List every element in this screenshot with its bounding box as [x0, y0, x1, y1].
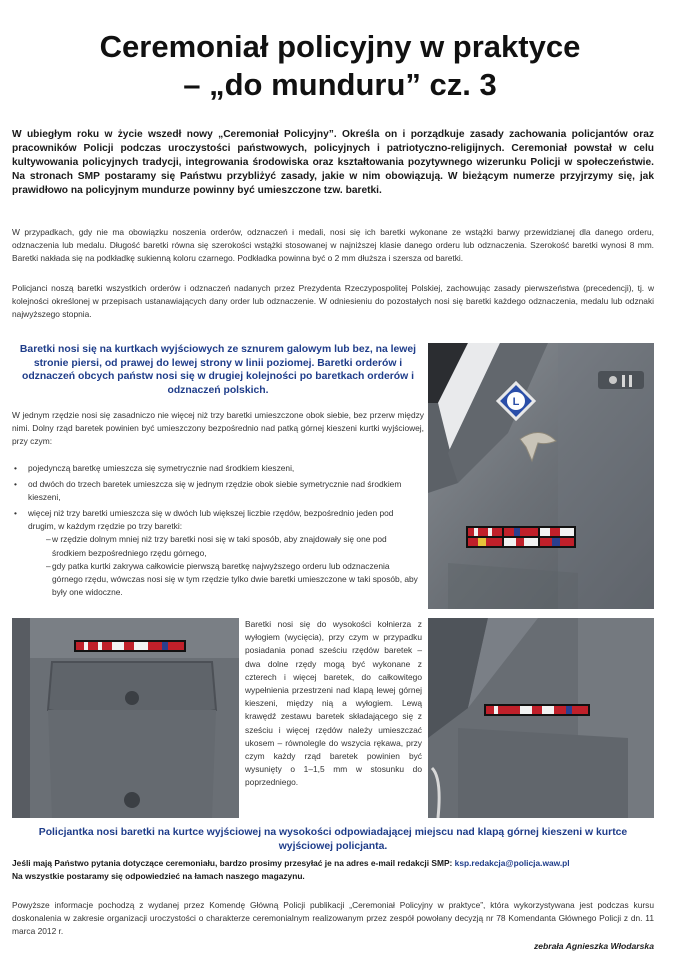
dash-icon: – — [46, 534, 51, 545]
bullet-icon: • — [14, 508, 17, 519]
lower-button-icon — [124, 792, 140, 808]
paragraph-precedence: Policjanci noszą baretki wszystkich orderów i odznaczeń nadanych przez Prezydenta Rzeczypospolitej Polskiej, zachowując zasady pierwszeństwa (precedencji), tj. w kolejności określonej w przepisach ustanawiających dany order lub odznaczenie. W odniesieniu do pozostałych nosi się baretki każdego odznaczenia, medalu lub odznaki najwyższego stopnia. — [12, 283, 654, 320]
list-item: • pojedynczą baretkę umieszcza się symetrycznie nad środkiem kieszeni, — [12, 462, 422, 475]
list-item: • od dwóch do trzech baretek umieszcza się w jednym rzędzie obok siebie symetrycznie nad środkiem kieszeni, — [14, 479, 402, 503]
bullet-icon: • — [14, 463, 17, 473]
paragraph-rows: W jednym rzędzie nosi się zasadniczo nie więcej niż trzy baretki umieszczone obok siebie, bez przerw między nimi. Dolny rząd baretek powinien być umieszczony bezpośrednio nad patką górnej kieszeni kurtki wyjściowej, przy czym: — [12, 410, 424, 447]
page-title — [0, 28, 680, 104]
photo-caption: Policjantka nosi baretki na kurtce wyjściowej na wysokości odpowiadającej miejscu nad klapą górnej kieszeni w kurtce wyjściowej policjanta. — [38, 827, 628, 852]
uniform-photo-badge — [428, 343, 654, 609]
highlight-box: Baretki nosi się na kurtkach wyjściowych ze sznurem galowym lub bez, na lewej stronie piersi, od prawej do lewej strony w linii poziomej. Baretki orderów i odznaczeń obcych państw nosi się w drugiej kolejności po baretkach orderów i odznaczeń polskich. — [19, 344, 417, 396]
bullet-icon: • — [14, 479, 17, 490]
ribbon-rows-paragraph: Baretki nosi się do wysokości kołnierza z wyłogiem (wycięcia), przy czym w przypadku posiadania ponad sześciu rzędów baretek – dwa dolne rzędy mogą być wykonane z czterech i więcej baretek, do całkowitego wypełnienia przestrzeni nad klapą lewej górnej kieszeni, między nią a wyłogiem. Lewą krawędź zestawu baretek składającego się z sześciu i więcej rzędów należy umieszczać ukosem – równolegle do wszycia rękawa, przy czym każdy rząd baretek powinien być wysunięty o 1–1,5 mm w stosunku do poprzedniego. — [245, 619, 422, 788]
list-item: • więcej niż trzy baretki umieszcza się w dwóch lub większej liczbie rzędów, bezpośrednio jeden pod drugim, w każdym rzędzie po trzy baretki: – w rzędzie dolnym mniej niż trzy baretki nosi się w taki sposób, aby znajdowały się one pod środkiem bezpośredniego rzędu górnego, – gdy patka kurtki zakrywa całkowicie pierwszą baretkę najwyższego orderu lub odznaczenia górnego rzędu, wówczas nosi się w tym rzędzie tylko dwie baretki umieszczone w taki sposób, aby były one widoczne. — [12, 507, 422, 599]
button-icon — [125, 691, 139, 705]
uniform-photo-pocket — [12, 618, 239, 818]
sub-list-item: – gdy patka kurtki zakrywa całkowicie pierwszą baretkę najwyższego orderu lub odznaczenia górnego rzędu, wówczas nosi się w tym rzędzie tylko dwie baretki umieszczone w taki sposób, aby były one widoczne. — [46, 560, 418, 597]
title-line-1: Ceremoniał policyjny w praktyce — [99, 29, 581, 64]
source-note: Powyższe informacje pochodzą z wydanej przez Komendę Główną Policji publikacji „Ceremoniał Policyjny w praktyce”, która wykorzystywana jest podczas kursu doskonalenia w zakresie organizacji uroczystości o charakterze ceremonialnym realizowanym przez zespół powołany decyzją nr 78 Komendanta Głównego Policji z dn. 11 marca 2012 r. — [12, 900, 654, 937]
sub-list — [28, 533, 422, 598]
title-line-2: – „do munduru” cz. 3 — [183, 67, 497, 102]
author-signature: zebrała Agnieszka Włodarska — [533, 941, 654, 951]
policewoman-photo — [428, 618, 654, 818]
dash-icon: – — [46, 560, 51, 571]
ribbon-row-icon — [74, 640, 186, 652]
ribbon-row-icon — [484, 704, 590, 716]
ribbon-bars-icon — [466, 526, 576, 548]
bullet-list — [12, 462, 422, 602]
shoulder-insignia-icon — [598, 371, 644, 389]
sub-list-item: – w rzędzie dolnym mniej niż trzy baretki nosi się w taki sposób, aby znajdowały się one pod środkiem bezpośredniego rzędu górnego, — [46, 534, 387, 558]
paragraph-ribbon-definition: W przypadkach, gdy nie ma obowiązku noszenia orderów, odznaczeń i medali, nosi się ich baretki wykonane ze wstążki barwy przewidzianej dla danego orderu, odznaczenia lub medalu. Długość baretki równa się szerokości wstążki stosowanej w najniższej klasie danego orderu lub odznaczenia. Szerokość baretki wynosi 8 mm. Baretki nakłada się na podkładkę sukienną koloru czarnego. Podkładka powinna być o 2 mm dłuższa i szersza od baretki. — [12, 227, 654, 264]
email-link[interactable]: ksp.redakcja@policja.waw.pl — [454, 858, 570, 868]
contact-note: Jeśli mają Państwo pytania dotyczące ceremoniału, bardzo prosimy przesyłać je na adres e-mail redakcji SMP: ksp.redakcja@policja.waw.pl Na wszystkie postaramy się odpowiedzieć na łamach naszego magazynu. — [12, 858, 570, 882]
badge-letter: L — [512, 396, 520, 408]
lead-paragraph: W ubiegłym roku w życie wszedł nowy „Ceremoniał Policyjny”. Określa on i porządkuje zasady zachowania policjantów oraz pracowników Policji podczas uroczystości państwowych, policyjnych i patriotyczno-religijnych. Ceremoniał powstał w celu kultywowania policyjnych tradycji, integrowania środowiska oraz kształtowania pozytywnego wizerunku Policji w społeczeństwie. Na stronach SMP postaramy się Państwu przybliżyć zasady, jakie w nim obowiązują. W bieżącym numerze przyjrzymy się, jak prawidłowo na policyjnym mundurze powinny być umieszczone tzw. baretki. — [12, 129, 654, 196]
